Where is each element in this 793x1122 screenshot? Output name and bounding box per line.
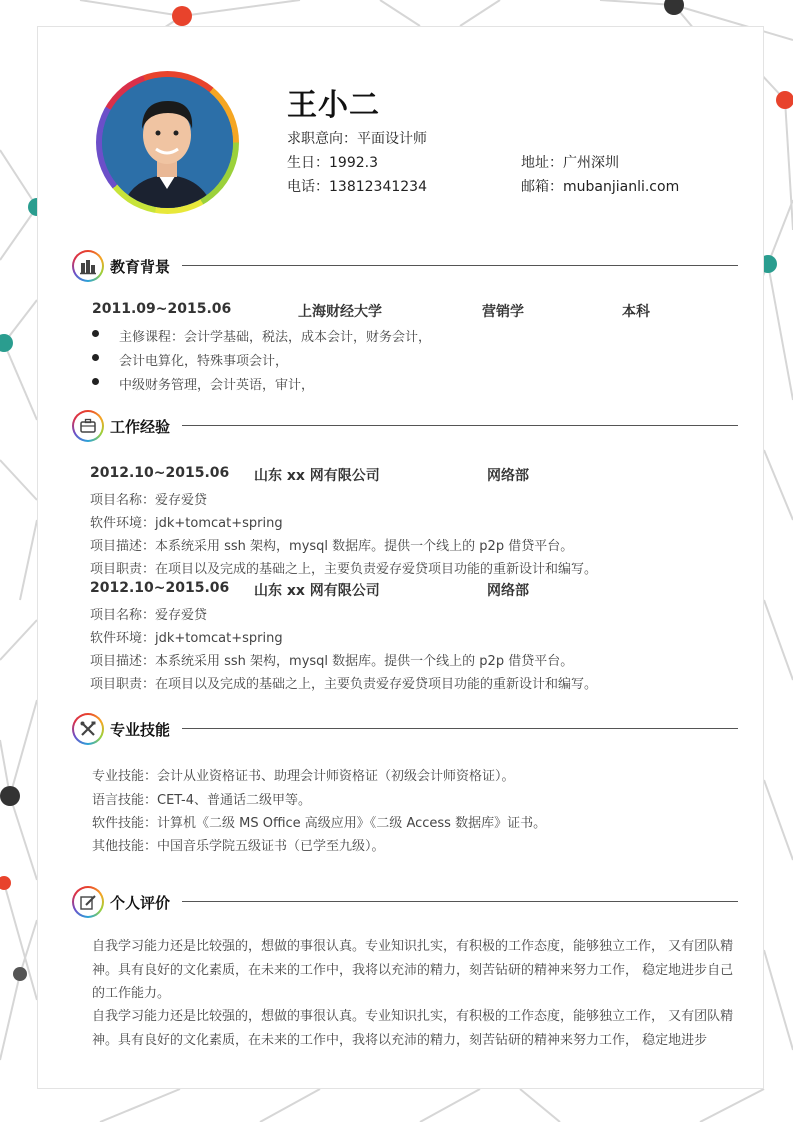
edu-school: 上海财经大学 (298, 304, 382, 320)
job-line: 项目描述：本系统采用 ssh 架构，mysql 数据库。提供一个线上的 p2p 借贷平台。 (90, 539, 574, 554)
job-line: 项目职责：在项目以及完成的基础之上，主要负责爱存爱贷项目功能的重新设计和编写。 (90, 677, 598, 692)
job-line: 项目描述：本系统采用 ssh 架构，mysql 数据库。提供一个线上的 p2p 借贷平台。 (90, 654, 574, 669)
edu-course-line: 会计电算化，特殊事项会计， (119, 354, 289, 369)
divider (182, 265, 738, 266)
section-title: 专业技能 (110, 721, 171, 739)
job-line: 项目名称：爱存爱贷 (90, 608, 208, 623)
edu-major: 营销学 (482, 304, 524, 320)
divider (182, 728, 738, 729)
evaluation-section-header (72, 886, 738, 922)
building-icon (72, 250, 104, 282)
bullet (92, 354, 99, 361)
avatar (102, 77, 233, 208)
candidate-name: 王小二 (287, 88, 380, 123)
job-period: 2012.10~2015.06 (90, 580, 230, 596)
job-company: 山东 xx 网有限公司 (254, 468, 380, 484)
job-line: 项目职责：在项目以及完成的基础之上，主要负责爱存爱贷项目功能的重新设计和编写。 (90, 562, 598, 577)
job-department: 网络部 (487, 468, 529, 484)
skill-line: 软件技能：计算机《二级 MS Office 高级应用》《二级 Access 数据库》证书。 (92, 816, 547, 831)
section-title: 个人评价 (110, 894, 171, 912)
job-objective: 求职意向：平面设计师 (287, 131, 427, 147)
avatar-frame (96, 71, 239, 214)
bullet (92, 330, 99, 337)
job-line: 软件环境：jdk+tomcat+spring (90, 516, 283, 531)
work-section-header (72, 410, 738, 446)
job-department: 网络部 (487, 583, 529, 599)
skill-line: 专业技能：会计从业资格证书、助理会计师资格证（初级会计师资格证）。 (92, 769, 515, 784)
edu-course-line: 中级财务管理，会计英语，审计， (119, 378, 315, 393)
tools-icon (72, 713, 104, 745)
skill-line: 语言技能：CET-4、普通话二级甲等。 (92, 793, 312, 808)
bullet (92, 378, 99, 385)
edit-icon (72, 886, 104, 918)
evaluation-paragraph: 自我学习能力还是比较强的，想做的事很认真。专业知识扎实，有积极的工作态度，能够独立工作， 又有团队精神。具有良好的文化素质，在未来的工作中，我将以充沛的精力，刻苦钻研的精神来努力工作， 稳定地进步自己的工作能力。 (92, 939, 734, 1001)
email: 邮箱：mubanjianli.com (521, 179, 680, 195)
education-section-header (72, 250, 738, 286)
address: 地址：广州深圳 (521, 155, 619, 171)
edu-period: 2011.09~2015.06 (92, 301, 232, 317)
skill-line: 其他技能：中国音乐学院五级证书（已学至九级）。 (92, 839, 385, 854)
briefcase-icon (72, 410, 104, 442)
section-title: 工作经验 (110, 418, 171, 436)
phone: 电话：13812341234 (287, 179, 427, 195)
skills-section-header (72, 713, 738, 749)
divider (182, 901, 738, 902)
birthday: 生日：1992.3 (287, 155, 378, 171)
job-period: 2012.10~2015.06 (90, 465, 230, 481)
job-line: 项目名称：爱存爱贷 (90, 493, 208, 508)
evaluation-paragraph: 自我学习能力还是比较强的，想做的事很认真。专业知识扎实，有积极的工作态度，能够独立工作， 又有团队精神。具有良好的文化素质，在未来的工作中，我将以充沛的精力，刻苦钻研的精神来努力工作， 稳定地进步 (92, 1009, 734, 1048)
section-title: 教育背景 (110, 258, 171, 276)
job-line: 软件环境：jdk+tomcat+spring (90, 631, 283, 646)
job-company: 山东 xx 网有限公司 (254, 583, 380, 599)
edu-degree: 本科 (622, 304, 650, 320)
divider (182, 425, 738, 426)
edu-course-line: 主修课程：会计学基础，税法，成本会计，财务会计， (119, 330, 432, 345)
portrait-image (102, 77, 233, 208)
